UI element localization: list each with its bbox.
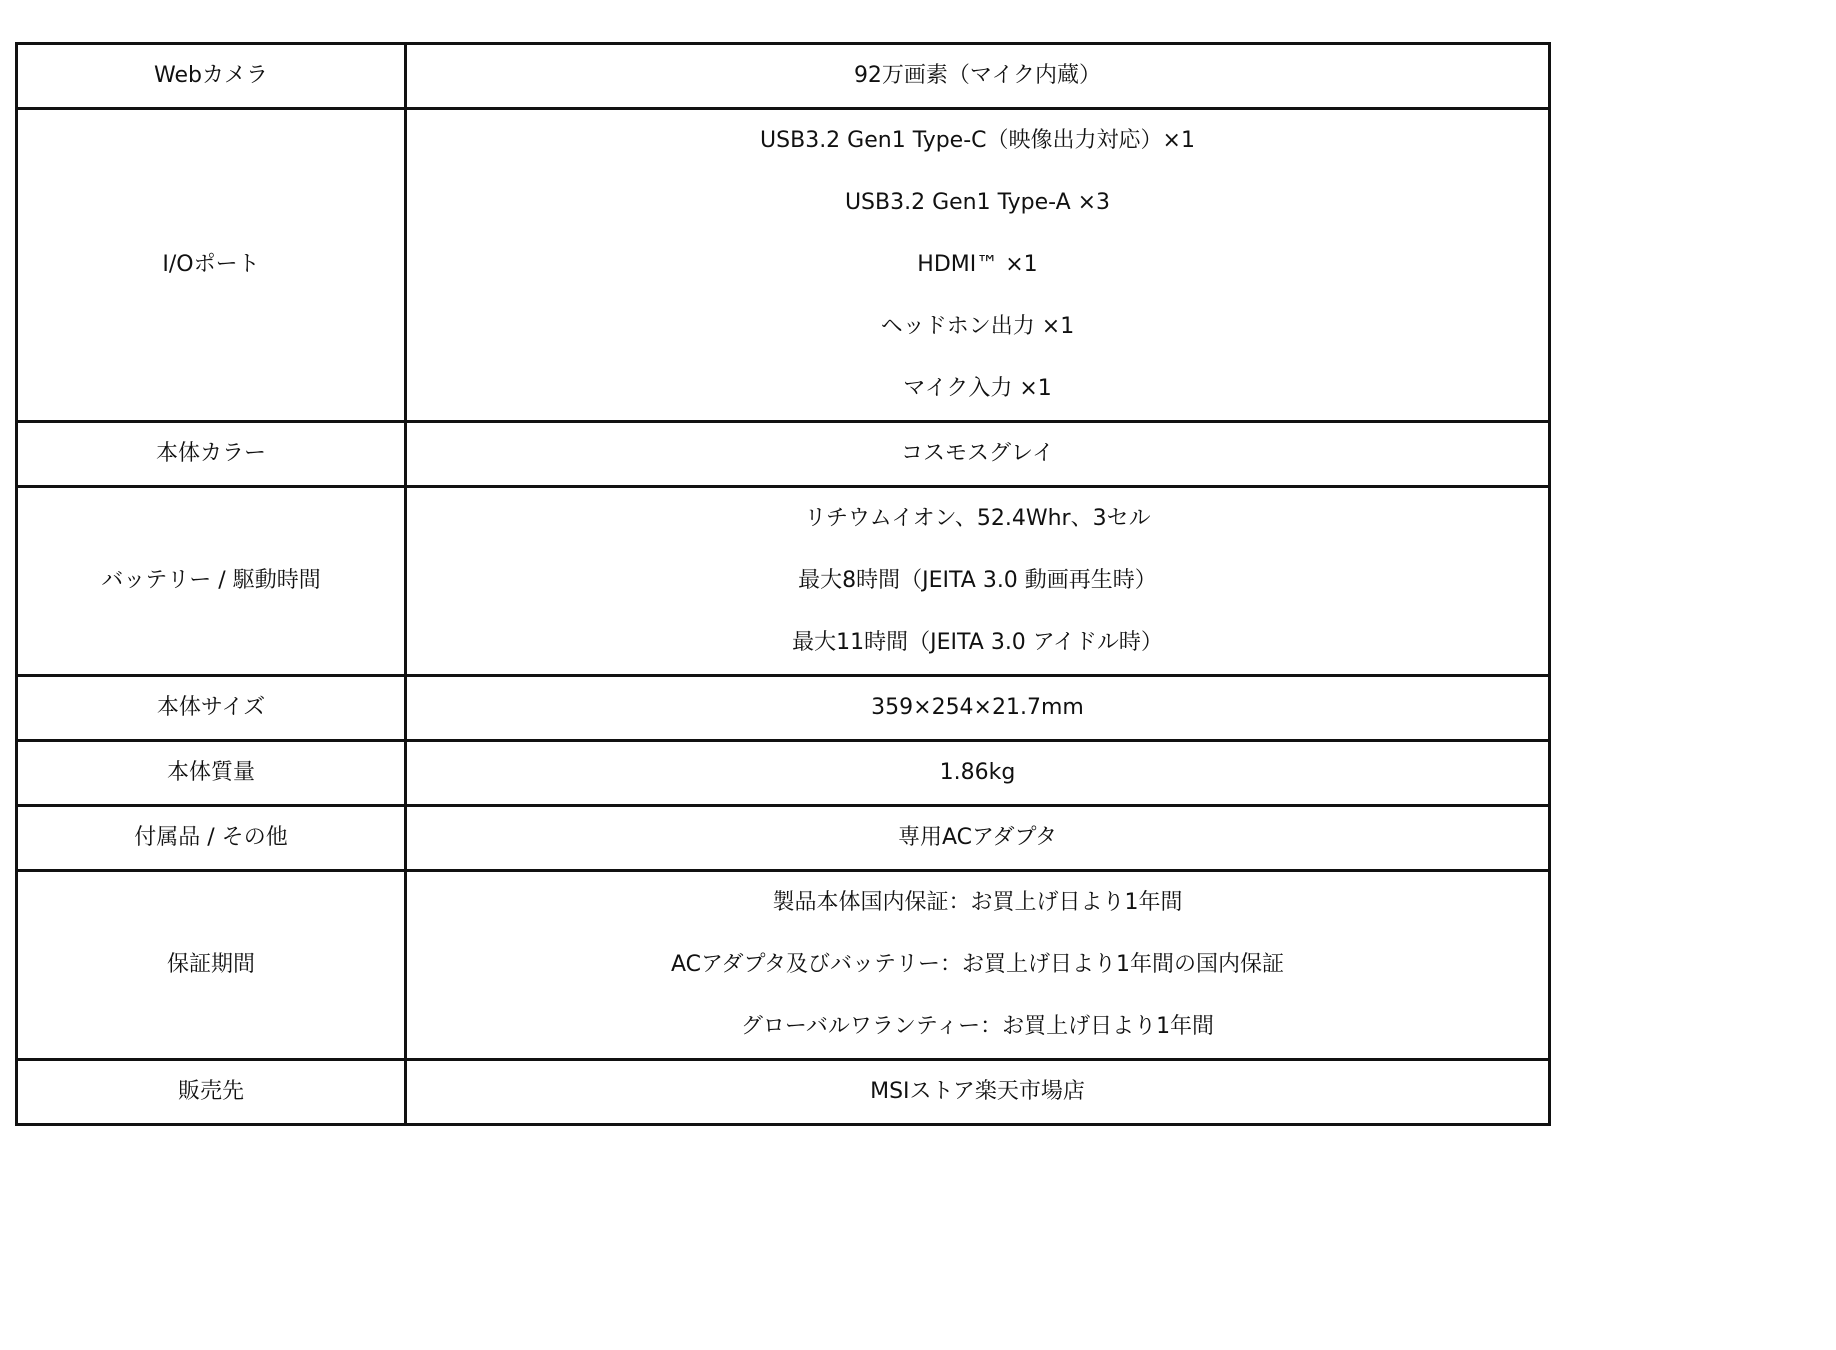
- spec-value-cell: [406, 871, 1550, 1060]
- spec-value-line: リチウムイオン、52.4Whr、3セル: [804, 506, 1151, 531]
- spec-table-body: [17, 44, 1550, 1125]
- spec-label-cell: [17, 806, 406, 871]
- spec-value-cell: [406, 741, 1550, 806]
- spec-row-webcam: [17, 44, 1550, 109]
- spec-row-accessories: [17, 806, 1550, 871]
- spec-label-cell: [17, 741, 406, 806]
- spec-value-line: 359×254×21.7mm: [871, 695, 1084, 720]
- spec-value-line: コスモスグレイ: [901, 441, 1054, 466]
- spec-label-cell: [17, 422, 406, 487]
- spec-row-body-weight: [17, 741, 1550, 806]
- spec-value-line: USB3.2 Gen1 Type-A ×3: [844, 190, 1111, 215]
- spec-label-cell: [17, 487, 406, 676]
- spec-value-line: 製品本体国内保証：お買上げ日より1年間: [772, 890, 1183, 915]
- spec-label: バッテリー / 駆動時間: [101, 568, 321, 593]
- spec-value-cell: [406, 676, 1550, 741]
- spec-value-line: 専用ACアダプタ: [898, 825, 1057, 850]
- spec-row-body-size: [17, 676, 1550, 741]
- spec-label-cell: [17, 676, 406, 741]
- spec-label: I/Oポート: [162, 252, 260, 277]
- spec-value-line: USB3.2 Gen1 Type-C（映像出力対応）×1: [760, 128, 1195, 153]
- spec-value-line: ACアダプタ及びバッテリー：お買上げ日より1年間の国内保証: [671, 952, 1284, 977]
- spec-value-line: MSIストア楽天市場店: [870, 1079, 1085, 1104]
- spec-row-battery: [17, 487, 1550, 676]
- spec-value-cell: [406, 806, 1550, 871]
- spec-value-cell: [406, 1060, 1550, 1125]
- spec-label-cell: [17, 871, 406, 1060]
- spec-value-line: グローバルワランティー：お買上げ日より1年間: [740, 1014, 1215, 1039]
- spec-row-body-color: [17, 422, 1550, 487]
- spec-value-line: HDMI™ ×1: [917, 252, 1038, 277]
- spec-row-seller: [17, 1060, 1550, 1125]
- spec-label: 本体カラー: [155, 441, 266, 466]
- spec-label-cell: [17, 1060, 406, 1125]
- spec-row-io-ports: [17, 109, 1550, 422]
- spec-value-cell: [406, 422, 1550, 487]
- spec-value-cell: [406, 487, 1550, 676]
- spec-label: 本体質量: [166, 760, 255, 785]
- spec-value-line: 最大8時間（JEITA 3.0 動画再生時）: [798, 568, 1157, 593]
- spec-table: [15, 42, 1551, 1126]
- spec-value-line: マイク入力 ×1: [903, 376, 1052, 401]
- spec-label-cell: [17, 109, 406, 422]
- spec-value-line: ヘッドホン出力 ×1: [880, 314, 1075, 339]
- spec-label: 付属品 / その他: [134, 825, 288, 850]
- spec-row-warranty: [17, 871, 1550, 1060]
- spec-label: 本体サイズ: [156, 695, 266, 720]
- spec-value-line: 1.86kg: [939, 760, 1016, 785]
- spec-label: 販売先: [177, 1079, 244, 1104]
- spec-value-line: 92万画素（マイク内蔵）: [853, 63, 1102, 88]
- spec-value-cell: [406, 44, 1550, 109]
- spec-label: 保証期間: [166, 952, 255, 977]
- spec-label-cell: [17, 44, 406, 109]
- spec-value-line: 最大11時間（JEITA 3.0 アイドル時）: [792, 630, 1163, 655]
- spec-label: Webカメラ: [154, 63, 268, 88]
- spec-value-cell: [406, 109, 1550, 422]
